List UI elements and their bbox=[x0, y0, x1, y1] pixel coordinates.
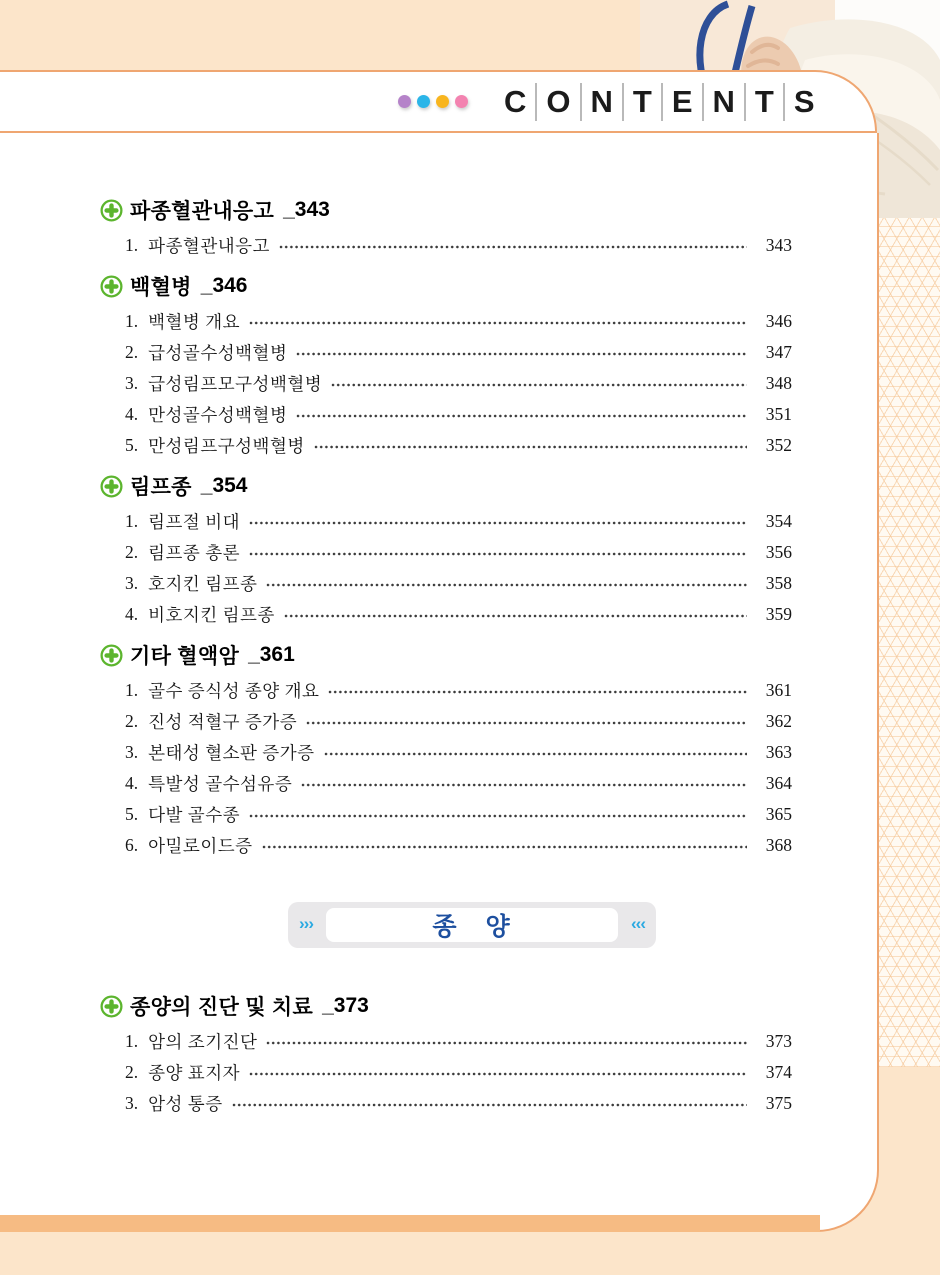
dot-leader bbox=[249, 515, 747, 531]
tumor-part-divider bbox=[288, 902, 656, 948]
section-title: 파종혈관내응고 bbox=[130, 200, 275, 223]
dot-leader bbox=[279, 239, 747, 255]
entry-label: 암의 조기진단 bbox=[148, 1032, 258, 1052]
dot-leader bbox=[328, 684, 747, 700]
toc-entry bbox=[125, 1088, 792, 1119]
toc-section bbox=[100, 271, 792, 461]
toc-entry bbox=[125, 599, 792, 630]
entry-page-number: 347 bbox=[765, 342, 792, 362]
section-title: 림프종 bbox=[130, 476, 192, 499]
entry-label: 호지킨 림프종 bbox=[148, 574, 258, 594]
toc-sections-bottom bbox=[100, 991, 792, 1119]
page-title bbox=[495, 83, 824, 121]
section-title: 기타 혈액암 bbox=[130, 645, 240, 668]
dot-leader bbox=[249, 546, 747, 562]
toc-entry bbox=[125, 830, 792, 861]
section-heading bbox=[100, 195, 792, 225]
header-band bbox=[0, 70, 877, 133]
dot-leader bbox=[296, 346, 747, 362]
entry-page-number: 358 bbox=[765, 573, 792, 593]
entry-label: 특발성 골수섬유증 bbox=[148, 774, 293, 794]
entry-page-number: 362 bbox=[765, 711, 792, 731]
entry-page-number: 359 bbox=[765, 604, 792, 624]
entry-label: 아밀로이드증 bbox=[148, 836, 253, 856]
section-title: 종양의 진단 및 치료 bbox=[130, 996, 314, 1019]
toc-entry bbox=[125, 430, 792, 461]
toc-entry bbox=[125, 306, 792, 337]
toc-entry bbox=[125, 537, 792, 568]
section-page-ref: _343 bbox=[283, 198, 330, 221]
entry-label: 골수 증식성 종양 개요 bbox=[148, 681, 320, 701]
entry-number: 3. bbox=[125, 1093, 139, 1113]
entry-page-number: 365 bbox=[765, 804, 792, 824]
title-letter: S bbox=[793, 83, 815, 119]
entry-number: 2. bbox=[125, 1062, 139, 1082]
toc-entry bbox=[125, 799, 792, 830]
divider-label: 종 양 bbox=[432, 913, 512, 941]
dot-leader bbox=[284, 608, 747, 624]
plus-circle-icon bbox=[100, 475, 123, 498]
toc-entry bbox=[125, 368, 792, 399]
entry-label: 종양 표지자 bbox=[148, 1063, 241, 1083]
entry-number: 5. bbox=[125, 435, 139, 455]
entry-number: 4. bbox=[125, 404, 139, 424]
entry-label: 만성골수성백혈병 bbox=[148, 405, 288, 425]
right-chevrons-icon: ››› bbox=[299, 914, 313, 934]
toc-entry bbox=[125, 768, 792, 799]
dot-leader bbox=[306, 715, 747, 731]
dot-leader bbox=[262, 839, 747, 855]
side-pattern-strip bbox=[879, 218, 940, 1067]
decorative-dot-icon bbox=[436, 95, 449, 108]
entry-label: 파종혈관내응고 bbox=[148, 236, 270, 256]
entry-label: 림프종 총론 bbox=[148, 543, 241, 563]
section-entries bbox=[125, 306, 792, 461]
section-page-ref: _361 bbox=[248, 643, 295, 666]
dot-leader bbox=[232, 1097, 747, 1113]
toc-entry bbox=[125, 1026, 792, 1057]
entry-page-number: 364 bbox=[765, 773, 792, 793]
toc-entry bbox=[125, 737, 792, 768]
entry-number: 6. bbox=[125, 835, 139, 855]
entry-page-number: 361 bbox=[765, 680, 792, 700]
dot-leader bbox=[301, 777, 747, 793]
toc-section bbox=[100, 640, 792, 861]
entry-label: 다발 골수종 bbox=[148, 805, 241, 825]
entry-page-number: 373 bbox=[765, 1031, 792, 1051]
entry-number: 1. bbox=[125, 680, 139, 700]
plus-circle-icon bbox=[100, 995, 123, 1018]
section-heading bbox=[100, 271, 792, 301]
entry-label: 진성 적혈구 증가증 bbox=[148, 712, 298, 732]
section-heading bbox=[100, 991, 792, 1021]
entry-number: 4. bbox=[125, 773, 139, 793]
entry-page-number: 346 bbox=[765, 311, 792, 331]
entry-number: 4. bbox=[125, 604, 139, 624]
entry-label: 급성골수성백혈병 bbox=[148, 343, 288, 363]
header-row bbox=[0, 83, 824, 121]
plus-circle-icon bbox=[100, 199, 123, 222]
plus-circle-icon bbox=[100, 644, 123, 667]
dot-leader bbox=[266, 577, 747, 593]
entry-label: 본태성 혈소판 증가증 bbox=[148, 743, 315, 763]
section-entries bbox=[125, 230, 792, 261]
entry-number: 3. bbox=[125, 573, 139, 593]
dot-leader bbox=[266, 1035, 747, 1051]
entry-number: 2. bbox=[125, 342, 139, 362]
title-letter: N bbox=[590, 83, 613, 119]
entry-page-number: 351 bbox=[765, 404, 792, 424]
entry-page-number: 348 bbox=[765, 373, 792, 393]
toc-entry bbox=[125, 568, 792, 599]
entry-page-number: 354 bbox=[765, 511, 792, 531]
entry-label: 암성 통증 bbox=[148, 1094, 223, 1114]
entry-label: 비호지킨 림프종 bbox=[148, 605, 275, 625]
dot-leader bbox=[314, 439, 747, 455]
entry-page-number: 352 bbox=[765, 435, 792, 455]
section-page-ref: _346 bbox=[200, 274, 248, 297]
divider-inner-box bbox=[326, 908, 618, 942]
left-chevrons-icon: ‹‹‹ bbox=[631, 914, 645, 934]
toc-sections-top bbox=[100, 195, 792, 861]
title-letter: T bbox=[632, 83, 652, 119]
entry-page-number: 374 bbox=[765, 1062, 792, 1082]
entry-page-number: 343 bbox=[765, 235, 792, 255]
entry-number: 5. bbox=[125, 804, 139, 824]
header-dots bbox=[398, 95, 474, 108]
table-of-contents bbox=[100, 195, 792, 1129]
title-letter: C bbox=[504, 83, 527, 119]
toc-section bbox=[100, 195, 792, 261]
toc-entry bbox=[125, 706, 792, 737]
decorative-dot-icon bbox=[455, 95, 468, 108]
section-page-ref: _354 bbox=[200, 474, 248, 497]
bottom-orange-strip bbox=[0, 1215, 820, 1232]
section-page-ref: _373 bbox=[322, 994, 369, 1017]
title-letter: T bbox=[754, 83, 774, 119]
entry-number: 1. bbox=[125, 311, 139, 331]
entry-number: 3. bbox=[125, 373, 139, 393]
entry-label: 백혈병 개요 bbox=[148, 312, 241, 332]
entry-number: 1. bbox=[125, 511, 139, 531]
section-entries bbox=[125, 506, 792, 630]
entry-label: 만성림프구성백혈병 bbox=[148, 436, 305, 456]
entry-number: 3. bbox=[125, 742, 139, 762]
entry-page-number: 363 bbox=[765, 742, 792, 762]
dot-leader bbox=[249, 315, 747, 331]
content-panel bbox=[0, 133, 879, 1232]
toc-entry bbox=[125, 230, 792, 261]
toc-section bbox=[100, 471, 792, 630]
section-entries bbox=[125, 675, 792, 861]
title-letter: E bbox=[671, 83, 693, 119]
entry-page-number: 356 bbox=[765, 542, 792, 562]
dot-leader bbox=[331, 377, 747, 393]
title-letter: O bbox=[546, 83, 571, 119]
toc-entry bbox=[125, 1057, 792, 1088]
toc-entry bbox=[125, 675, 792, 706]
section-heading bbox=[100, 640, 792, 670]
entry-label: 급성림프모구성백혈병 bbox=[148, 374, 323, 394]
dot-leader bbox=[296, 408, 747, 424]
section-title: 백혈병 bbox=[130, 276, 192, 299]
entry-page-number: 368 bbox=[765, 835, 792, 855]
plus-circle-icon bbox=[100, 275, 123, 298]
entry-number: 2. bbox=[125, 542, 139, 562]
dot-leader bbox=[249, 808, 747, 824]
entry-number: 1. bbox=[125, 1031, 139, 1051]
entry-page-number: 375 bbox=[765, 1093, 792, 1113]
dot-leader bbox=[324, 746, 747, 762]
toc-section bbox=[100, 991, 792, 1119]
title-letter: N bbox=[712, 83, 735, 119]
decorative-dot-icon bbox=[398, 95, 411, 108]
toc-entry bbox=[125, 337, 792, 368]
toc-entry bbox=[125, 399, 792, 430]
section-entries bbox=[125, 1026, 792, 1119]
decorative-dot-icon bbox=[417, 95, 430, 108]
entry-label: 림프절 비대 bbox=[148, 512, 241, 532]
dot-leader bbox=[249, 1066, 747, 1082]
section-heading bbox=[100, 471, 792, 501]
toc-entry bbox=[125, 506, 792, 537]
entry-number: 1. bbox=[125, 235, 139, 255]
entry-number: 2. bbox=[125, 711, 139, 731]
